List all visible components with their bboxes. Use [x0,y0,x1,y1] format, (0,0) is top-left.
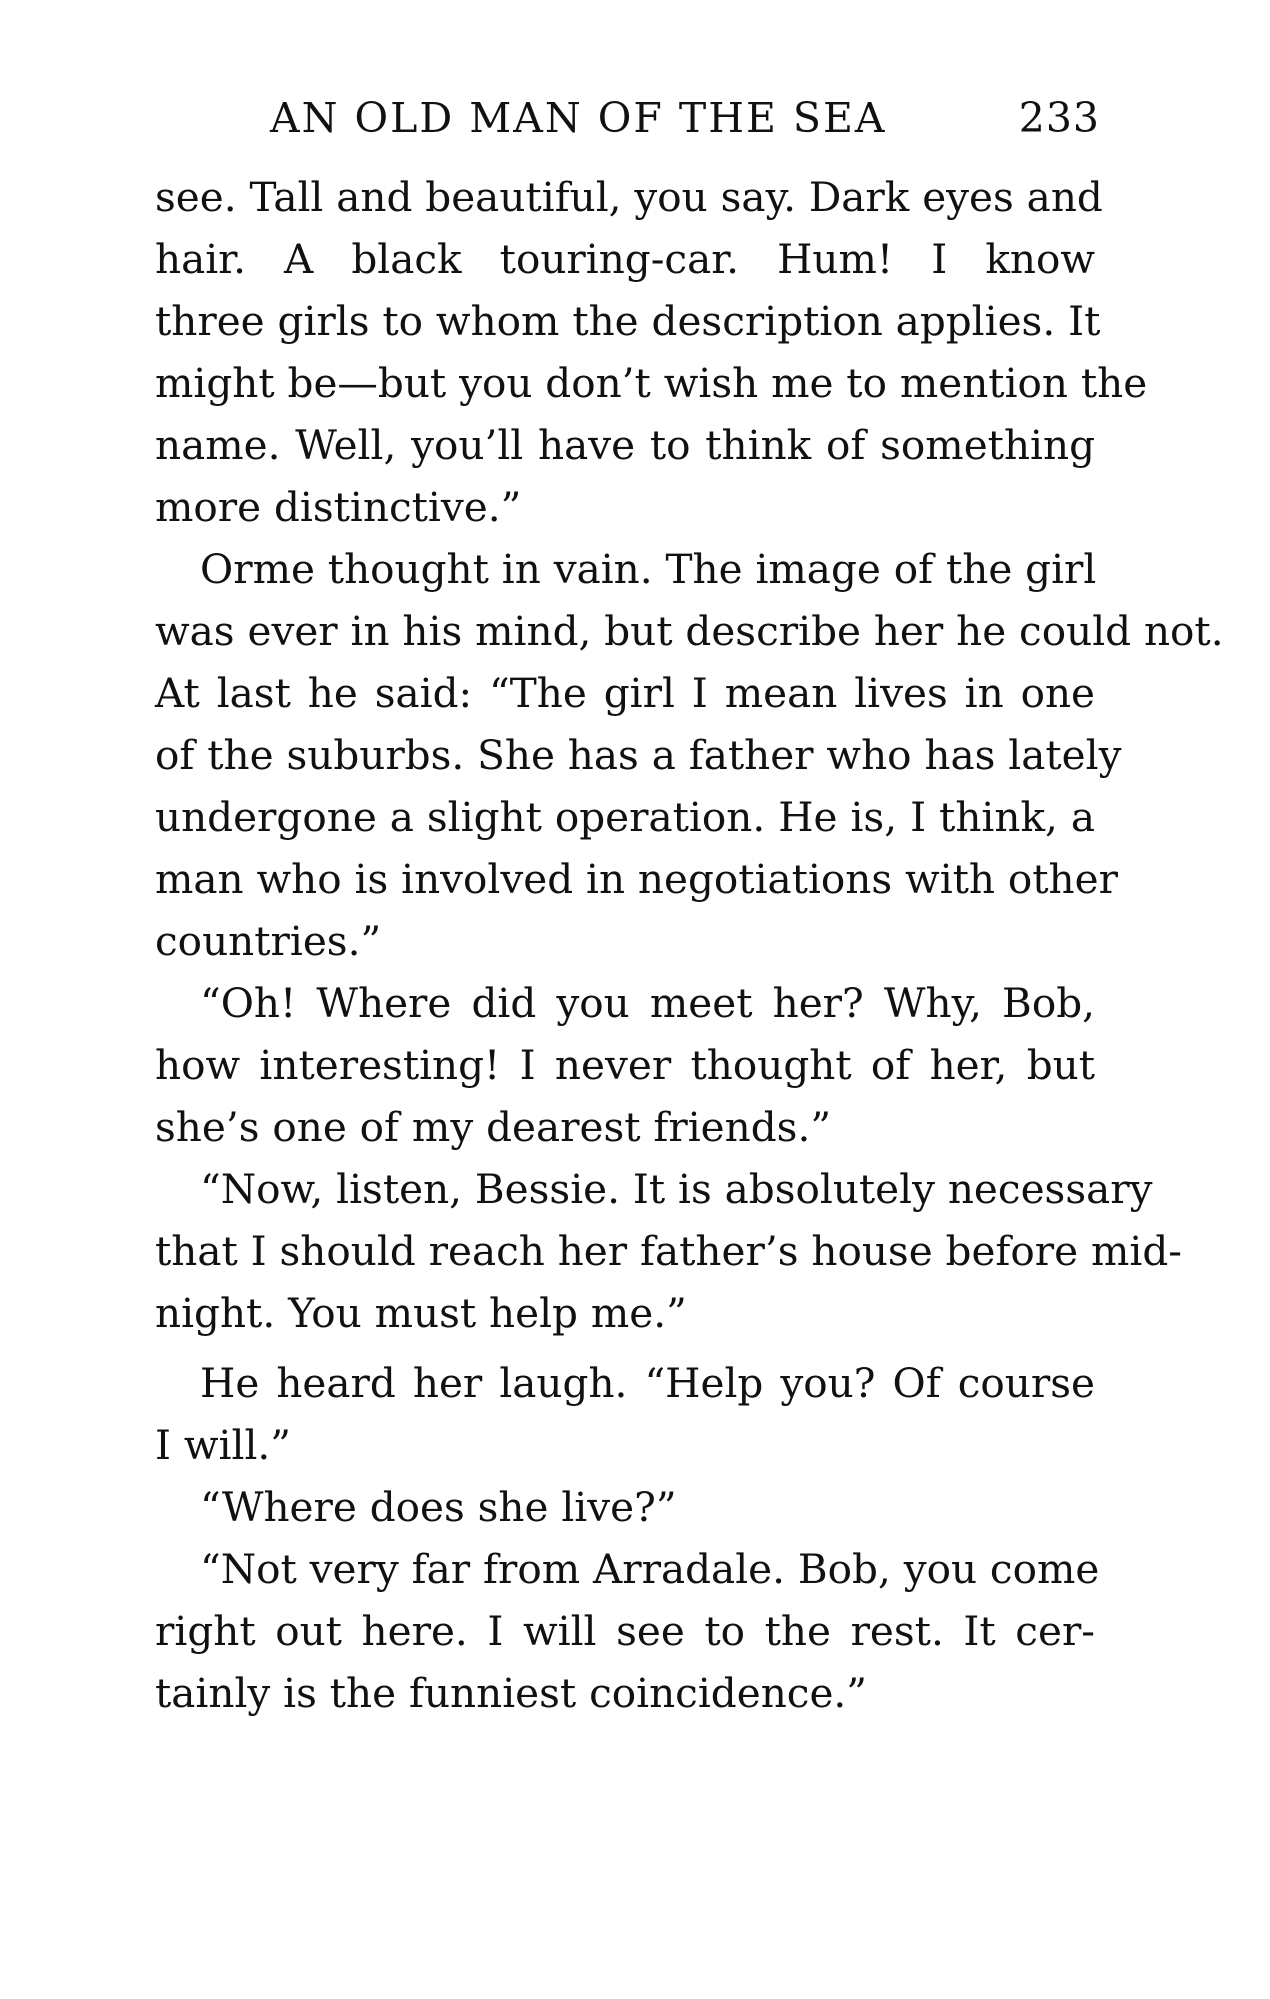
text-line: that I should reach her father’s house before mid- [155,1227,1182,1275]
text-line: tainly is the funniest coincidence.” [155,1669,868,1717]
text-line: how interesting! I never thought of her, but [155,1041,1095,1089]
text-line: of the suburbs. She has a father who has lately [155,731,1122,779]
text-line: At last he said: “The girl I mean lives in one [155,669,1095,717]
text-line: countries.” [155,917,382,965]
text-line: name. Well, you’ll have to think of something [155,421,1095,469]
body-text [155,166,1224,1724]
text-line: undergone a slight operation. He is, I think, a [155,793,1095,841]
page-header [270,94,1100,154]
text-line: “Oh! Where did you meet her? Why, Bob, [200,979,1095,1027]
text-line: she’s one of my dearest friends.” [155,1103,832,1151]
running-title: AN OLD MAN OF THE SEA [270,94,887,142]
text-line: night. You must help me.” [155,1289,687,1337]
text-line: Orme thought in vain. The image of the girl [200,545,1097,593]
text-line: right out here. I will see to the rest. It cer- [155,1607,1095,1655]
text-line: “Where does she live?” [200,1483,677,1531]
text-line: “Not very far from Arradale. Bob, you come [200,1545,1100,1593]
text-line: more distinctive.” [155,483,522,531]
text-line: was ever in his mind, but describe her he could not. [155,607,1224,655]
text-line: hair. A black touring-car. Hum! I know [155,235,1095,283]
text-line: three girls to whom the description applies. It [155,297,1101,345]
text-line: might be—but you don’t wish me to mention the [155,359,1148,407]
text-line: “Now, listen, Bessie. It is absolutely necessary [200,1165,1153,1213]
page-number: 233 [1018,94,1100,142]
text-line: He heard her laugh. “Help you? Of course [200,1359,1095,1407]
text-line: I will.” [155,1421,291,1469]
text-line: man who is involved in negotiations with other [155,855,1118,903]
text-line: see. Tall and beautiful, you say. Dark eyes and [155,173,1103,221]
